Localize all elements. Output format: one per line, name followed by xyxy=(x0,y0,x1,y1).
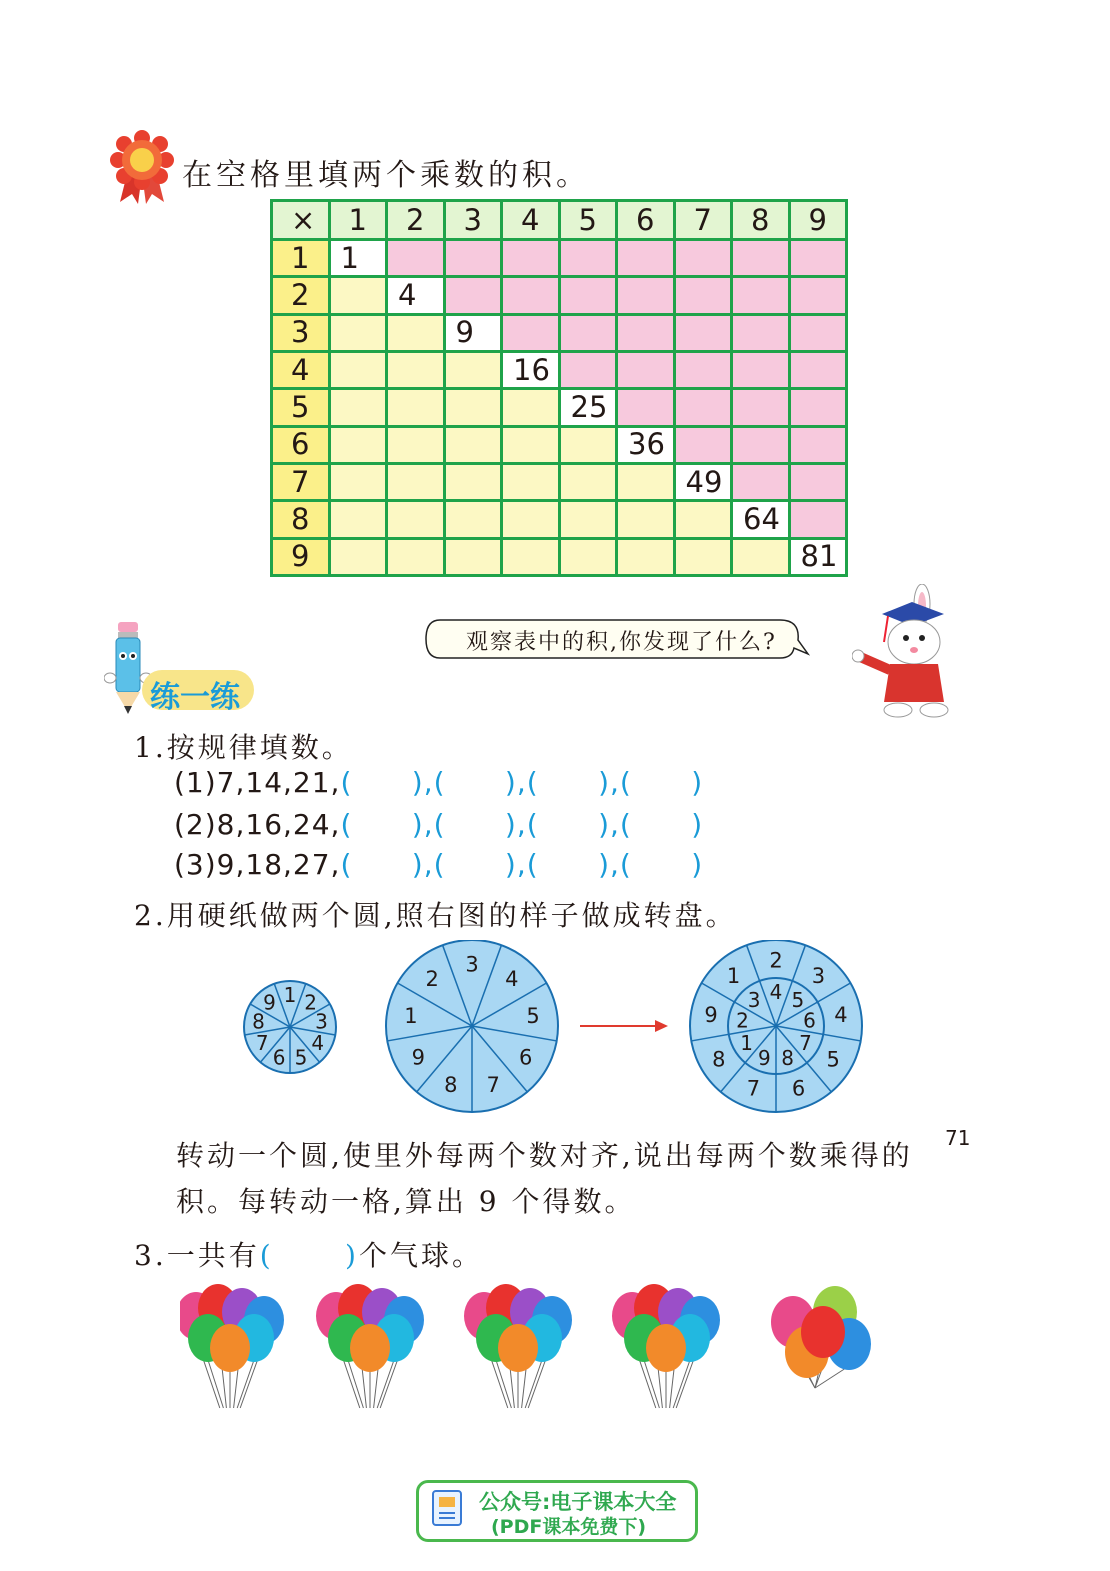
table-cell-blank[interactable] xyxy=(674,351,732,388)
wheel-number: 6 xyxy=(791,1076,806,1101)
table-cell-blank[interactable] xyxy=(329,314,387,351)
table-cell-blank[interactable] xyxy=(329,351,387,388)
table-cell-product: 1 xyxy=(329,240,387,277)
table-cell-blank[interactable] xyxy=(617,277,675,314)
table-cell-blank[interactable] xyxy=(559,501,617,538)
table-cell-product: 16 xyxy=(502,351,560,388)
table-cell-blank[interactable] xyxy=(502,538,560,575)
wheel-number: 6 xyxy=(803,1008,816,1033)
table-cell-blank[interactable] xyxy=(617,240,675,277)
wheels-diagram xyxy=(230,940,880,1120)
table-row-header: 6 xyxy=(272,426,330,463)
q3-prompt: 3.一共有( )个气球。 xyxy=(134,1239,483,1272)
table-cell-blank[interactable] xyxy=(732,426,790,463)
table-row-header: 9 xyxy=(272,538,330,575)
wheel-number: 5 xyxy=(294,1045,308,1070)
table-cell-blank[interactable] xyxy=(329,501,387,538)
table-cell-blank[interactable] xyxy=(502,463,560,500)
table-row-header: 1 xyxy=(272,240,330,277)
wheel-number: 7 xyxy=(255,1031,269,1056)
table-cell-product: 49 xyxy=(674,463,732,500)
wheel-number: 4 xyxy=(311,1031,325,1056)
table-cell-blank[interactable] xyxy=(732,389,790,426)
table-cell-blank[interactable] xyxy=(502,314,560,351)
balloon-icon xyxy=(646,1324,686,1372)
table-col-header: 9 xyxy=(789,201,847,240)
table-cell-blank[interactable] xyxy=(502,501,560,538)
table-cell-blank[interactable] xyxy=(559,463,617,500)
q2-desc-line1: 转动一个圆,使里外每两个数对齐,说出每两个数乘得的 xyxy=(176,1139,913,1172)
activity-title: 在空格里填两个乘数的积。 xyxy=(182,158,590,193)
q1-item-2: (2)8,16,24,( ),( ),( ),( ) xyxy=(174,808,704,841)
table-cell-blank[interactable] xyxy=(559,314,617,351)
table-cell-blank[interactable] xyxy=(502,426,560,463)
table-cell-blank[interactable] xyxy=(617,463,675,500)
wheel-number: 4 xyxy=(834,1003,848,1028)
q1-prompt: 1.按规律填数。 xyxy=(134,731,353,764)
book-icon xyxy=(429,1489,469,1531)
wheel-number: 3 xyxy=(315,1009,328,1034)
section-label: 练一练 xyxy=(150,680,240,715)
table-cell-blank[interactable] xyxy=(387,389,445,426)
table-cell-blank[interactable] xyxy=(789,501,847,538)
wheel-number: 7 xyxy=(486,1072,500,1097)
table-cell-blank[interactable] xyxy=(617,351,675,388)
balloons-illustration xyxy=(180,1278,900,1428)
q2-desc-line2: 积。每转动一格,算出 9 个得数。 xyxy=(176,1185,636,1218)
combined-wheel xyxy=(690,940,862,1112)
table-cell-blank[interactable] xyxy=(617,389,675,426)
table-col-header: 8 xyxy=(732,201,790,240)
wheel-number: 4 xyxy=(505,967,519,992)
table-cell-product: 25 xyxy=(559,389,617,426)
watermark-line1: 公众号:电子课本大全 xyxy=(479,1490,677,1514)
table-cell-product: 36 xyxy=(617,426,675,463)
wheel-number: 9 xyxy=(758,1046,771,1071)
table-row xyxy=(272,351,847,388)
table-cell-blank[interactable] xyxy=(329,389,387,426)
rosette-icon xyxy=(110,130,174,206)
balloon-icon xyxy=(498,1324,538,1372)
wheel-number: 3 xyxy=(811,964,826,989)
table-cell-blank[interactable] xyxy=(559,240,617,277)
table-cell-blank[interactable] xyxy=(387,240,445,277)
table-col-header: 2 xyxy=(387,201,445,240)
wheel-number: 4 xyxy=(769,980,783,1005)
q1-item-3: (3)9,18,27,( ),( ),( ),( ) xyxy=(174,848,704,881)
table-cell-blank[interactable] xyxy=(329,463,387,500)
wheel-number: 8 xyxy=(712,1047,726,1072)
table-cell-blank[interactable] xyxy=(444,351,502,388)
table-cell-blank[interactable] xyxy=(387,463,445,500)
balloon-icon xyxy=(210,1324,250,1372)
wheel-number: 8 xyxy=(252,1009,265,1034)
table-cell-blank[interactable] xyxy=(732,314,790,351)
table-cell-blank[interactable] xyxy=(444,277,502,314)
table-cell-blank[interactable] xyxy=(789,351,847,388)
wheel-number: 2 xyxy=(304,990,317,1015)
table-col-header: 6 xyxy=(617,201,675,240)
balloon-icon xyxy=(350,1324,390,1372)
wheel-number: 3 xyxy=(465,952,479,977)
table-cell-blank[interactable] xyxy=(502,277,560,314)
wheel-number: 2 xyxy=(769,948,783,973)
wheel-number: 5 xyxy=(826,1047,840,1072)
table-cell-blank[interactable] xyxy=(502,240,560,277)
multiplication-table xyxy=(270,199,848,577)
wheel-number: 8 xyxy=(444,1072,458,1097)
wheel-number: 9 xyxy=(263,990,276,1015)
table-col-header: 7 xyxy=(674,201,732,240)
balloon-icon xyxy=(801,1306,845,1358)
wheel-number: 5 xyxy=(791,988,805,1013)
wheel-number: 7 xyxy=(799,1031,812,1056)
table-cell-blank[interactable] xyxy=(444,501,502,538)
q1-item-1: (1)7,14,21,( ),( ),( ),( ) xyxy=(174,766,704,799)
table-cell-blank[interactable] xyxy=(444,389,502,426)
table-cell-blank[interactable] xyxy=(789,389,847,426)
table-cell-blank[interactable] xyxy=(387,426,445,463)
table-cell-blank[interactable] xyxy=(444,463,502,500)
table-col-header: 5 xyxy=(559,201,617,240)
table-cell-blank[interactable] xyxy=(789,240,847,277)
table-cell-blank[interactable] xyxy=(617,501,675,538)
wheel-number: 5 xyxy=(526,1003,540,1028)
table-row-header: 5 xyxy=(272,389,330,426)
table-cell-blank[interactable] xyxy=(732,277,790,314)
table-cell-blank[interactable] xyxy=(559,538,617,575)
table-cell-product: 4 xyxy=(387,277,445,314)
table-cell-blank[interactable] xyxy=(674,240,732,277)
table-row xyxy=(272,538,847,575)
wheel-number: 8 xyxy=(781,1046,794,1071)
small-wheel xyxy=(244,981,336,1073)
table-cell-blank[interactable] xyxy=(387,538,445,575)
table-cell-blank[interactable] xyxy=(789,314,847,351)
table-cell-blank[interactable] xyxy=(732,351,790,388)
table-cell-blank[interactable] xyxy=(674,426,732,463)
arrow-right-icon xyxy=(655,1020,668,1032)
table-cell-blank[interactable] xyxy=(502,389,560,426)
table-row xyxy=(272,501,847,538)
table-row xyxy=(272,463,847,500)
table-cell-blank[interactable] xyxy=(444,538,502,575)
table-row-header: 2 xyxy=(272,277,330,314)
table-row xyxy=(272,314,847,351)
table-row-header: 8 xyxy=(272,501,330,538)
table-cell-blank[interactable] xyxy=(674,501,732,538)
table-col-header: 1 xyxy=(329,201,387,240)
table-cell-blank[interactable] xyxy=(444,426,502,463)
watermark-badge xyxy=(416,1480,698,1542)
table-cell-blank[interactable] xyxy=(732,463,790,500)
wheel-number: 9 xyxy=(411,1045,425,1070)
wheel-number: 1 xyxy=(404,1003,418,1028)
table-corner: × xyxy=(272,201,330,240)
table-cell-blank[interactable] xyxy=(617,314,675,351)
wheel-number: 6 xyxy=(519,1045,533,1070)
table-cell-blank[interactable] xyxy=(329,277,387,314)
table-row-header: 7 xyxy=(272,463,330,500)
wheel-number: 9 xyxy=(704,1003,718,1028)
table-row xyxy=(272,277,847,314)
table-cell-blank[interactable] xyxy=(789,463,847,500)
wheel-number: 1 xyxy=(283,983,297,1008)
wheel-number: 2 xyxy=(425,967,439,992)
large-wheel xyxy=(386,940,558,1112)
table-cell-blank[interactable] xyxy=(329,538,387,575)
watermark-line2: (PDF课本免费下) xyxy=(491,1516,647,1538)
wheel-number: 1 xyxy=(726,964,741,989)
table-cell-blank[interactable] xyxy=(387,314,445,351)
table-cell-blank[interactable] xyxy=(559,277,617,314)
table-col-header: 3 xyxy=(444,201,502,240)
page-number: 71 xyxy=(945,1126,971,1150)
table-cell-product: 9 xyxy=(444,314,502,351)
q2-prompt: 2.用硬纸做两个圆,照右图的样子做成转盘。 xyxy=(134,899,737,932)
table-cell-blank[interactable] xyxy=(732,538,790,575)
table-cell-blank[interactable] xyxy=(387,351,445,388)
table-cell-blank[interactable] xyxy=(674,389,732,426)
table-row xyxy=(272,389,847,426)
table-cell-blank[interactable] xyxy=(789,426,847,463)
table-cell-blank[interactable] xyxy=(329,426,387,463)
table-cell-product: 81 xyxy=(789,538,847,575)
wheel-number: 6 xyxy=(272,1045,286,1070)
table-row-header: 3 xyxy=(272,314,330,351)
table-cell-blank[interactable] xyxy=(674,277,732,314)
rabbit-teacher-icon xyxy=(852,584,968,722)
table-cell-blank[interactable] xyxy=(387,501,445,538)
speech-text: 观察表中的积,你发现了什么? xyxy=(466,630,777,655)
wheel-number: 3 xyxy=(747,988,761,1013)
table-cell-blank[interactable] xyxy=(444,240,502,277)
wheel-number: 7 xyxy=(746,1076,761,1101)
table-cell-blank[interactable] xyxy=(732,240,790,277)
table-col-header: 4 xyxy=(502,201,560,240)
table-cell-blank[interactable] xyxy=(559,426,617,463)
table-cell-product: 64 xyxy=(732,501,790,538)
wheel-number: 1 xyxy=(740,1031,753,1056)
table-cell-blank[interactable] xyxy=(617,538,675,575)
table-row xyxy=(272,240,847,277)
wheel-number: 2 xyxy=(736,1008,749,1033)
table-cell-blank[interactable] xyxy=(674,538,732,575)
table-row xyxy=(272,426,847,463)
table-row-header: 4 xyxy=(272,351,330,388)
table-cell-blank[interactable] xyxy=(674,314,732,351)
table-cell-blank[interactable] xyxy=(559,351,617,388)
table-cell-blank[interactable] xyxy=(789,277,847,314)
